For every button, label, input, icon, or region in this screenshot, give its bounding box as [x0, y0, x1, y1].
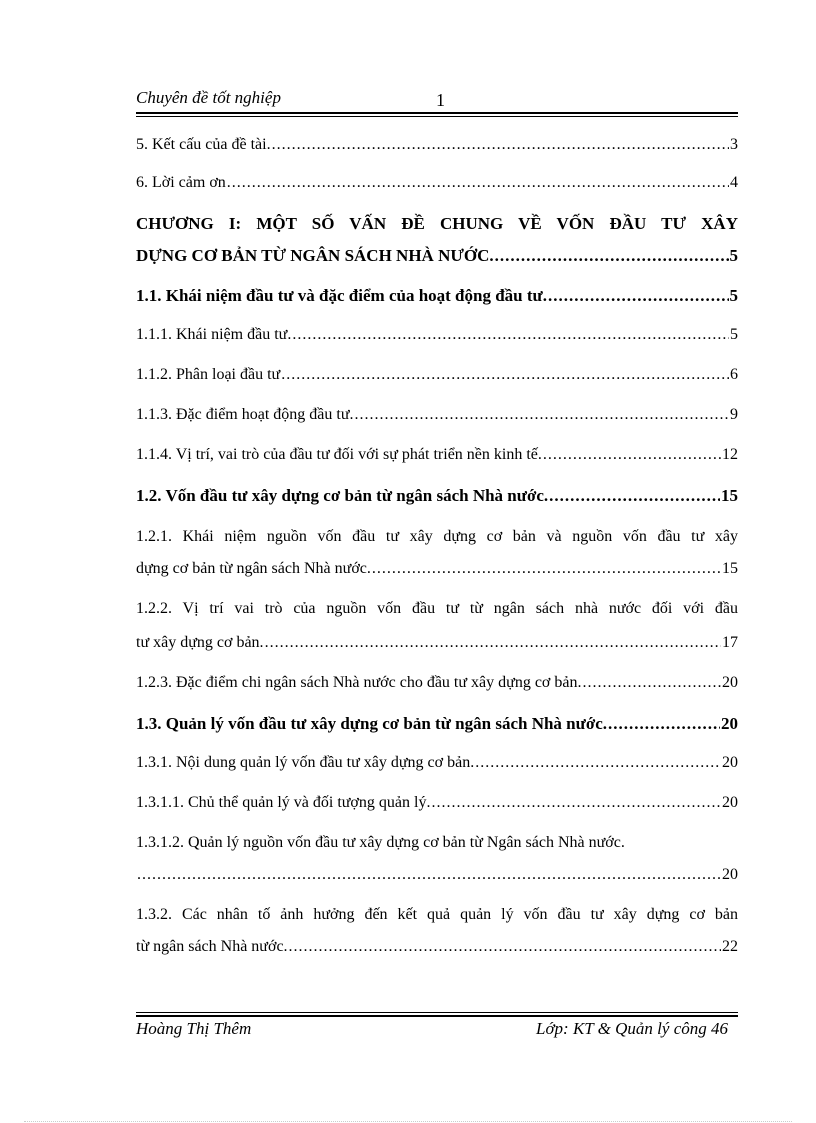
footer-rule-thick [136, 1015, 738, 1017]
toc-entry[interactable]: 1.1.3. Đặc điểm hoạt động đầu tư. ..... 9 [136, 406, 738, 430]
toc-entry[interactable]: 6. Lời cảm ơn ..... 4 [136, 174, 738, 198]
toc-entry[interactable]: 1.3.1.2. Quản lý nguồn vốn đầu tư xây dựng cơ bản từ Ngân sách Nhà nước. [136, 834, 625, 851]
header-rule-thick [136, 112, 738, 114]
toc-entry[interactable]: 1.3.2. Các nhân tố ảnh hưởng đến kết quả quản lý vốn đầu tư xây dựng cơ bản [136, 906, 738, 923]
toc-entry[interactable]: 1.2.1. Khái niệm nguồn vốn đầu tư xây dựng cơ bản và nguồn vốn đầu tư xây [136, 528, 738, 545]
footer-author: Hoàng Thị Thêm [136, 1019, 252, 1038]
page-number: 1 [436, 90, 445, 110]
toc-entry[interactable]: 1.2.2. Vị trí vai trò của nguồn vốn đầu tư từ ngân sách nhà nước đối với đầu [136, 600, 738, 617]
toc-section-heading[interactable]: 1.2. Vốn đầu tư xây dựng cơ bản từ ngân sách Nhà nước. ..... 15 [136, 486, 738, 510]
toc-entry-cont[interactable]: ..... 20 [136, 866, 738, 890]
toc-entry[interactable]: 1.3.1. Nội dung quản lý vốn đầu tư xây dựng cơ bản. ..... 20 [136, 754, 738, 778]
toc-entry-cont[interactable]: dựng cơ bản từ ngân sách Nhà nước. ..... 15 [136, 560, 738, 584]
toc-entry[interactable]: 1.1.4. Vị trí, vai trò của đầu tư đối với sự phát triển nền kinh tế. ..... 12 [136, 446, 738, 470]
toc-entry[interactable]: 1.2.3. Đặc điểm chi ngân sách Nhà nước cho đầu tư xây dựng cơ bản. ..... 20 [136, 674, 738, 698]
footer-class: Lớp: KT & Quản lý công 46 [536, 1019, 728, 1038]
footer-rule-thin [136, 1012, 738, 1013]
toc-entry[interactable]: 1.3.1.1. Chủ thể quản lý và đối tượng quản lý. ..... 20 [136, 794, 738, 818]
toc-entry[interactable]: 5. Kết cấu của đề tài. ..... 3 [136, 136, 738, 160]
toc-entry[interactable]: 1.1.2. Phân loại đầu tư ..... 6 [136, 366, 738, 390]
toc-entry-cont[interactable]: từ ngân sách Nhà nước. ..... 22 [136, 938, 738, 962]
header-rule-thin [136, 116, 738, 117]
page-edge [24, 1121, 792, 1122]
toc-section-heading[interactable]: 1.3. Quản lý vốn đầu tư xây dựng cơ bản từ ngân sách Nhà nước. ..... 20 [136, 714, 738, 738]
toc-entry-cont[interactable]: tư xây dựng cơ bản. ..... 17 [136, 634, 738, 658]
toc-chapter-heading-cont[interactable]: DỰNG CƠ BẢN TỪ NGÂN SÁCH NHÀ NƯỚC. ..... 5 [136, 246, 738, 270]
toc-entry[interactable]: 1.1.1. Khái niệm đầu tư. ..... 5 [136, 326, 738, 350]
header-title: Chuyên đề tốt nghiệp [136, 88, 281, 107]
toc-section-heading[interactable]: 1.1. Khái niệm đầu tư và đặc điểm của hoạt động đầu tư. ..... 5 [136, 286, 738, 310]
toc-chapter-heading[interactable]: CHƯƠNG I: MỘT SỐ VẤN ĐỀ CHUNG VỀ VỐN ĐẦU TƯ XÂY [136, 214, 738, 233]
